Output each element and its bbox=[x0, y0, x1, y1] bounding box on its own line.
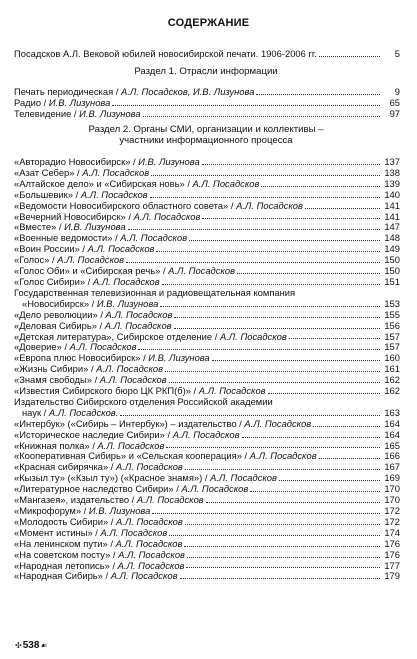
dot-leader bbox=[202, 164, 380, 165]
dot-leader bbox=[268, 393, 380, 394]
toc-entry-page: 155 bbox=[384, 308, 400, 320]
toc-entry-text bbox=[14, 321, 172, 332]
dot-leader bbox=[150, 197, 380, 198]
toc-entry-page: 141 bbox=[384, 199, 400, 211]
entry-title: «Знамя свободы» / bbox=[14, 375, 100, 386]
toc-entry-page: 163 bbox=[384, 406, 400, 418]
toc-entry bbox=[14, 321, 400, 332]
dot-leader bbox=[187, 557, 380, 558]
toc-entry bbox=[14, 528, 400, 539]
entry-title: «На советском посту» / bbox=[14, 549, 119, 560]
toc-entry-text bbox=[14, 517, 183, 528]
section2-heading bbox=[14, 125, 398, 147]
toc-entry-text bbox=[14, 484, 248, 495]
toc-entry bbox=[14, 386, 400, 397]
entry-author: А.Л. Посадсков bbox=[120, 233, 188, 244]
toc-entry bbox=[14, 364, 400, 375]
intro-block bbox=[14, 49, 400, 60]
toc-entry-page: 162 bbox=[384, 385, 400, 397]
entry-title: «Книжная полка» / bbox=[14, 440, 98, 451]
entry-title: «Авторадио Новосибирск» / bbox=[14, 157, 139, 167]
entry-title: «Военные ведомости» / bbox=[14, 233, 121, 244]
toc-entry bbox=[14, 495, 400, 506]
dot-leader bbox=[212, 360, 380, 361]
dot-leader bbox=[166, 447, 380, 448]
toc-entry bbox=[14, 332, 400, 343]
entry-title: «Голос Сибири» / bbox=[14, 276, 93, 287]
dot-leader bbox=[160, 306, 380, 307]
toc-entry-page: 172 bbox=[384, 515, 400, 527]
dot-leader bbox=[152, 513, 380, 514]
dot-leader bbox=[189, 240, 380, 241]
toc-entry-page: 164 bbox=[384, 417, 400, 429]
entry-author: А.Л. Посадсков bbox=[92, 276, 160, 287]
toc-entry-page: 177 bbox=[384, 559, 400, 571]
entry-author: И.В. Лизунова bbox=[64, 222, 126, 233]
entry-author: А.Л. Посадсков bbox=[104, 320, 172, 331]
entry-title: Радио / bbox=[14, 97, 49, 108]
dot-leader bbox=[313, 426, 380, 427]
entry-title: Государственная телевизионная и радиовещательная компания bbox=[14, 287, 296, 298]
dot-leader bbox=[202, 218, 380, 219]
toc-entry-text bbox=[14, 332, 287, 343]
toc-entry-page: 141 bbox=[384, 210, 400, 222]
section1-list bbox=[14, 87, 400, 120]
dot-leader bbox=[261, 186, 380, 187]
toc-entry bbox=[14, 517, 400, 528]
toc-entry-text bbox=[14, 539, 182, 550]
toc-entry-page: 157 bbox=[384, 330, 400, 342]
toc-entry-page: 179 bbox=[384, 570, 400, 582]
toc-entry bbox=[14, 397, 400, 408]
toc-entry-text bbox=[14, 473, 277, 484]
entry-title: «Момент истины» / bbox=[14, 527, 101, 538]
toc-entry bbox=[14, 109, 400, 120]
entry-author: А.Л. Посадсков bbox=[210, 473, 277, 484]
toc-entry-text bbox=[14, 408, 118, 419]
page-title: СОДЕРЖАНИЕ bbox=[167, 17, 250, 29]
toc-entry-page: 149 bbox=[384, 243, 400, 255]
entry-author: А.Л. Посадсков bbox=[118, 549, 185, 560]
toc-entry bbox=[14, 571, 400, 582]
entry-title: «Детская литература», Сибирское отделение / bbox=[14, 331, 220, 342]
entry-author: А.Л. Посадсков bbox=[116, 462, 183, 473]
toc-entry-text bbox=[14, 244, 154, 255]
entry-title: «Новосибирск» / bbox=[22, 298, 97, 309]
toc-entry-page: 174 bbox=[384, 526, 400, 538]
entry-author: И.В. Лизунова bbox=[79, 108, 141, 119]
toc-entry-text bbox=[14, 190, 148, 201]
entry-author: А.Л. Посадсков bbox=[82, 167, 150, 178]
toc-entry-page: 157 bbox=[384, 341, 400, 353]
toc-entry-text bbox=[14, 364, 163, 375]
ornament-left: ✣ bbox=[15, 641, 22, 650]
toc-entry-text bbox=[14, 506, 150, 517]
toc-entry-page: 176 bbox=[384, 548, 400, 560]
toc-entry-text bbox=[14, 561, 184, 572]
dot-leader bbox=[174, 317, 380, 318]
entry-author: А.Л. Посадсков bbox=[192, 178, 260, 189]
dot-leader bbox=[169, 382, 380, 383]
dot-leader bbox=[165, 371, 380, 372]
toc-entry-page: 147 bbox=[384, 221, 400, 233]
dot-leader bbox=[242, 437, 380, 438]
toc-entry bbox=[14, 244, 400, 255]
entry-title: «Ведомости Новосибирского областного совета» / bbox=[14, 200, 237, 211]
toc-entry-text bbox=[14, 397, 400, 408]
entry-author: А.Л. Посадсков bbox=[57, 255, 124, 266]
toc-entry bbox=[14, 87, 400, 98]
toc-entry bbox=[14, 539, 400, 550]
entry-title: «Деловая Сибирь» / bbox=[14, 320, 105, 331]
entry-author: А.Л. Посадсков bbox=[172, 429, 240, 440]
dot-leader bbox=[162, 284, 380, 285]
entry-title: Печать периодическая / bbox=[14, 87, 121, 97]
toc-entry-text bbox=[14, 451, 317, 462]
toc-entry bbox=[14, 277, 400, 288]
toc-entry-text bbox=[14, 441, 164, 452]
toc-entry bbox=[14, 310, 400, 321]
toc-entry-page: 140 bbox=[384, 188, 400, 200]
entry-title: «Интербук» («Сибирь – Интербук») – издательство / bbox=[14, 418, 245, 429]
toc-entry bbox=[14, 550, 400, 561]
toc-entry bbox=[14, 222, 400, 233]
toc-entry-page: 5 bbox=[394, 48, 400, 59]
toc-entry bbox=[14, 190, 400, 201]
toc-entry bbox=[14, 98, 400, 109]
toc-entry-text bbox=[14, 157, 200, 168]
toc-entry bbox=[14, 233, 400, 244]
toc-entry-page: 137 bbox=[384, 156, 400, 167]
toc-entry-page: 160 bbox=[384, 352, 400, 364]
toc-entry bbox=[14, 157, 400, 168]
entry-author: И.В. Лизунова bbox=[48, 97, 111, 108]
entry-author: И.В. Лизунова bbox=[88, 506, 151, 516]
entry-author: А.Л. Посадсков bbox=[236, 200, 303, 211]
toc-entry-page: 162 bbox=[384, 374, 400, 386]
toc-entry bbox=[14, 342, 400, 353]
entry-title: «Вечерний Новосибирск» / bbox=[14, 211, 134, 222]
entry-author: А.Л. Посадсков bbox=[168, 266, 235, 277]
toc-entry-page: 139 bbox=[384, 177, 400, 189]
entry-title: «На ленинском пути» / bbox=[14, 538, 116, 549]
toc-entry bbox=[14, 462, 400, 473]
entry-title: «Известия Сибирского бюро ЦК РКП(б)» / bbox=[14, 386, 199, 397]
toc-entry-text bbox=[14, 342, 136, 353]
entry-author: А.Л. Посадсков bbox=[198, 386, 266, 397]
dot-leader bbox=[185, 524, 380, 525]
dot-leader bbox=[319, 458, 380, 459]
entry-title: «Кооперативная Сибирь» и «Сельская кооперация» / bbox=[14, 451, 250, 462]
entry-title: «Голос Оби» и «Сибирская речь» / bbox=[14, 266, 169, 277]
dot-leader bbox=[180, 578, 380, 579]
entry-title: «Красная сибирячка» / bbox=[14, 462, 117, 473]
entry-author: А.Л. Посадсков bbox=[87, 244, 155, 255]
dot-leader bbox=[138, 349, 380, 350]
toc-entry-text bbox=[14, 255, 124, 266]
entry-title: «Народная летопись» / bbox=[14, 560, 118, 571]
entry-author: А.Л. Посадсков bbox=[249, 451, 317, 462]
entry-author: И.В. Лизунова bbox=[148, 353, 210, 364]
toc-entry bbox=[14, 484, 400, 495]
toc-entry-text bbox=[14, 233, 187, 244]
toc-entry bbox=[14, 430, 400, 441]
toc-entry-page: 170 bbox=[384, 483, 400, 495]
entry-title: «Жизнь Сибири» / bbox=[14, 364, 97, 375]
entry-title: «Вместе» / bbox=[14, 222, 65, 233]
toc-entry bbox=[14, 353, 400, 364]
toc-entry bbox=[14, 255, 400, 266]
dot-leader bbox=[156, 251, 380, 252]
entry-author: А.Л. Посадсков bbox=[115, 516, 183, 527]
toc-entry-page: 65 bbox=[389, 96, 400, 108]
toc-entry-page: 169 bbox=[384, 472, 400, 484]
dot-leader bbox=[186, 567, 380, 568]
toc-entry-text bbox=[14, 222, 126, 233]
toc-entry-page: 165 bbox=[384, 439, 400, 451]
entry-title: Телевидение / bbox=[14, 108, 80, 119]
page-number: 538 bbox=[22, 640, 40, 651]
entry-title: «Микрофорум» / bbox=[14, 506, 89, 516]
toc-entry-page: 161 bbox=[384, 363, 400, 375]
toc-entry-page: 156 bbox=[384, 319, 400, 331]
toc-entry-text bbox=[14, 310, 172, 321]
toc-entry-page: 164 bbox=[384, 428, 400, 440]
page-footer bbox=[14, 641, 49, 652]
toc-entry bbox=[14, 212, 400, 223]
ornament-right: ☙ bbox=[40, 641, 48, 650]
toc-entry bbox=[14, 506, 400, 517]
entry-title: «Голос» / bbox=[14, 255, 58, 266]
entry-author: А.Л. Посадсков bbox=[97, 440, 165, 451]
section2-heading-line1: Раздел 2. Органы СМИ, организации и коллективы – bbox=[88, 124, 324, 135]
entry-title: наук / bbox=[22, 407, 49, 418]
toc-entry-page: 148 bbox=[384, 232, 400, 244]
section2-heading-line2: участники информационного процесса bbox=[119, 134, 293, 146]
entry-author: А.Л. Посадсков bbox=[117, 560, 185, 571]
dot-leader bbox=[112, 105, 380, 106]
dot-leader bbox=[151, 175, 380, 176]
toc-entry-page: 167 bbox=[384, 461, 400, 473]
toc-entry bbox=[14, 288, 400, 299]
toc-entry-text bbox=[14, 179, 259, 190]
entry-author: А.Л. Посадсков bbox=[181, 484, 249, 495]
entry-title: «Народная Сибирь» / bbox=[14, 571, 111, 582]
section1-heading: Раздел 1. Отрасли информации bbox=[134, 66, 278, 77]
toc-entry-text bbox=[14, 266, 235, 277]
entry-author: А.Л. Посадсков bbox=[100, 527, 168, 538]
toc-entry bbox=[14, 419, 400, 430]
toc-entry-page: 176 bbox=[384, 537, 400, 549]
dot-leader bbox=[169, 535, 380, 536]
entry-title: «Мангазея», издательство / bbox=[14, 495, 137, 506]
entry-author: И.В. Лизунова bbox=[96, 298, 159, 309]
entry-author: А.Л. Посадсков bbox=[133, 211, 201, 222]
toc-entry-text bbox=[14, 430, 240, 441]
toc-entry-text bbox=[14, 87, 254, 98]
dot-leader bbox=[128, 229, 380, 230]
toc-entry bbox=[14, 441, 400, 452]
toc-entry-text bbox=[14, 109, 141, 120]
dot-leader bbox=[143, 116, 380, 117]
entry-author: А.Л. Посадсков bbox=[136, 495, 204, 506]
toc-entry-page: 170 bbox=[384, 494, 400, 506]
entry-author: А.Л. Посадсков bbox=[115, 538, 183, 549]
entry-author: А.Л. Посадсков, И.В. Лизунова bbox=[120, 87, 255, 97]
toc-entry-text bbox=[14, 462, 183, 473]
toc-entry bbox=[14, 266, 400, 277]
toc-entry-text bbox=[14, 353, 210, 364]
toc-entry-text bbox=[14, 495, 204, 506]
entry-author: А.Л. Посадсков bbox=[96, 364, 163, 375]
toc-entry bbox=[14, 49, 400, 60]
toc-entry-page: 172 bbox=[384, 505, 400, 516]
toc-entry-text bbox=[14, 375, 167, 386]
entry-title: «Большевик» / bbox=[14, 189, 81, 200]
toc-entry-text bbox=[14, 528, 167, 539]
toc-entry-text bbox=[14, 419, 311, 430]
entry-title: «Воин России» / bbox=[14, 244, 88, 255]
entry-title: «Азат Себер» / bbox=[14, 167, 83, 178]
toc-entry-page: 150 bbox=[384, 254, 400, 266]
entry-author: А.Л. Посадсков bbox=[219, 331, 287, 342]
dot-leader bbox=[185, 469, 380, 470]
dot-leader bbox=[279, 480, 380, 481]
entry-title: Издательство Сибирского отделения Российской академии bbox=[14, 396, 273, 407]
toc-entry-text bbox=[14, 201, 303, 212]
dot-leader bbox=[120, 415, 380, 416]
toc-entry-text bbox=[14, 571, 178, 582]
toc-entry bbox=[14, 408, 400, 419]
dot-leader bbox=[256, 94, 380, 95]
dot-leader bbox=[289, 338, 380, 339]
entry-author: А.Л. Посадсков bbox=[105, 309, 173, 320]
dot-leader bbox=[319, 56, 380, 57]
entry-author: А.Л. Посадсков bbox=[244, 418, 312, 429]
toc-entry-text bbox=[14, 550, 185, 561]
entry-author: А.Л. Посадсков. bbox=[48, 407, 119, 418]
toc-entry bbox=[14, 473, 400, 484]
dot-leader bbox=[305, 208, 380, 209]
toc-entry-text bbox=[14, 277, 160, 288]
dot-leader bbox=[250, 491, 380, 492]
toc-entry-page: 166 bbox=[384, 450, 400, 462]
dot-leader bbox=[126, 262, 380, 263]
toc-entry-page: 153 bbox=[384, 297, 400, 309]
entry-author: А.Л. Посадсков bbox=[69, 342, 137, 353]
toc-entry-text bbox=[14, 98, 110, 109]
entry-title: «Литературное наследство Сибири» / bbox=[14, 484, 182, 495]
dot-leader bbox=[174, 328, 380, 329]
entry-author: А.Л. Посадсков bbox=[80, 189, 148, 200]
toc-entry-page: 150 bbox=[384, 265, 400, 277]
entry-author: А.Л. Посадсков bbox=[110, 571, 178, 582]
toc-entry-text: Посадсков А.Л. Вековой юбилей новосибирской печати. 1906-2006 гг. bbox=[14, 49, 317, 59]
entry-title: «Молодость Сибири» / bbox=[14, 516, 116, 527]
entry-title: «Кызыл ту» («Кзыл ту») («Красное знамя») / bbox=[14, 473, 211, 484]
entry-title: «Дело революции» / bbox=[14, 309, 106, 320]
toc-entry-page: 9 bbox=[394, 86, 400, 97]
toc-entry-text bbox=[14, 299, 158, 310]
toc-entry-page: 151 bbox=[384, 275, 400, 287]
entry-title: «Историческое наследие Сибири» / bbox=[14, 429, 173, 440]
dot-leader bbox=[184, 546, 380, 547]
toc-entry-page: 97 bbox=[389, 107, 400, 119]
dot-leader bbox=[237, 273, 380, 274]
entry-author: А.Л. Посадсков bbox=[99, 375, 167, 386]
toc-entry-page: 138 bbox=[384, 166, 400, 178]
toc-entry-text bbox=[14, 288, 400, 299]
dot-leader bbox=[206, 502, 380, 503]
toc-entry bbox=[14, 561, 400, 572]
toc-entry bbox=[14, 375, 400, 386]
toc-entry-text bbox=[14, 168, 149, 179]
toc-entry bbox=[14, 451, 400, 462]
toc-entry-text bbox=[14, 386, 266, 397]
toc-entry bbox=[14, 168, 400, 179]
entry-title: «Алтайское дело» и «Сибирская новь» / bbox=[14, 178, 193, 189]
toc-entry bbox=[14, 299, 400, 310]
toc-entry-text bbox=[14, 212, 200, 223]
entry-author: И.В. Лизунова bbox=[138, 157, 200, 167]
entry-title: «Европа плюс Новосибирск» / bbox=[14, 353, 149, 364]
entry-title: «Доверие» / bbox=[14, 342, 70, 353]
toc-entry bbox=[14, 201, 400, 212]
section2-list bbox=[14, 157, 400, 582]
toc-entry bbox=[14, 179, 400, 190]
